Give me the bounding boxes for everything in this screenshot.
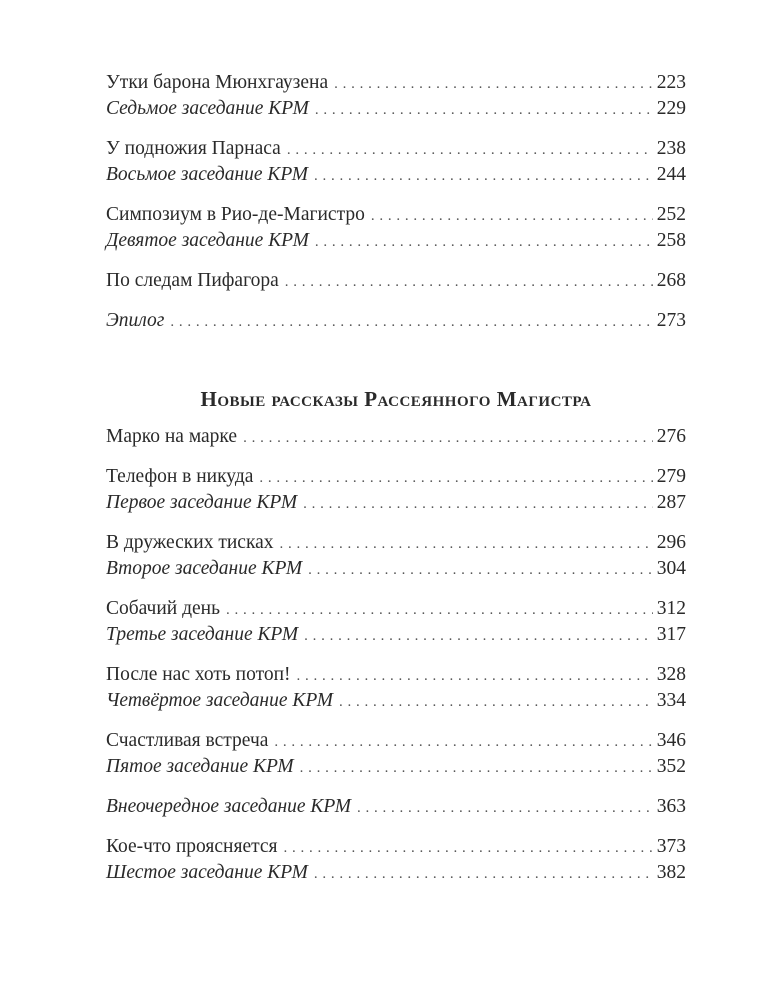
toc-entry xyxy=(106,490,686,516)
toc-group xyxy=(106,530,686,582)
toc-entry xyxy=(106,754,686,780)
toc-entry-page-number: 229 xyxy=(656,98,686,119)
toc-part-1 xyxy=(106,70,686,334)
toc-entry-title: Телефон в никуда xyxy=(106,466,254,487)
dot-leader xyxy=(284,835,653,861)
toc-entry-page-number: 328 xyxy=(656,664,686,685)
toc-entry-title: Эпилог xyxy=(106,310,165,331)
toc-entry-page-number: 238 xyxy=(656,138,686,159)
toc-group xyxy=(106,662,686,714)
dot-leader xyxy=(315,97,653,123)
section-heading: Новые рассказы Рассеянного Магистра xyxy=(200,387,592,411)
toc-entry-page-number: 317 xyxy=(656,624,686,645)
toc-entry-page-number: 258 xyxy=(656,230,686,251)
dot-leader xyxy=(226,597,653,623)
dot-leader xyxy=(314,163,653,189)
dot-leader xyxy=(274,729,652,755)
toc-entry-page-number: 287 xyxy=(656,492,686,513)
toc-entry-title: Восьмое заседание КРМ xyxy=(106,164,309,185)
toc-entry-page-number: 363 xyxy=(656,796,686,817)
toc-entry xyxy=(106,70,686,96)
toc-entry-page-number: 252 xyxy=(656,204,686,225)
toc-entry xyxy=(106,228,686,254)
toc-entry-page-number: 268 xyxy=(656,270,686,291)
toc-part-2 xyxy=(106,424,686,886)
dot-leader xyxy=(243,425,653,451)
toc-entry-page-number: 296 xyxy=(656,532,686,553)
toc-entry xyxy=(106,464,686,490)
toc-group xyxy=(106,464,686,516)
dot-leader xyxy=(315,229,653,255)
toc-entry xyxy=(106,308,686,334)
toc-entry-page-number: 244 xyxy=(656,164,686,185)
toc-group xyxy=(106,424,686,450)
toc-entry xyxy=(106,556,686,582)
toc-entry-title: Седьмое заседание КРМ xyxy=(106,98,309,119)
toc-entry-title: У подножия Парнаса xyxy=(106,138,281,159)
dot-leader xyxy=(304,623,653,649)
toc-entry xyxy=(106,96,686,122)
toc-entry-title: Марко на марке xyxy=(106,426,238,447)
toc-group xyxy=(106,136,686,188)
toc-entry-page-number: 312 xyxy=(656,598,686,619)
toc-entry-title: В дружеских тисках xyxy=(106,532,274,553)
toc-entry xyxy=(106,728,686,754)
toc-entry xyxy=(106,162,686,188)
dot-leader xyxy=(280,531,653,557)
toc-entry-page-number: 382 xyxy=(656,862,686,883)
dot-leader xyxy=(170,309,652,335)
dot-leader xyxy=(287,137,653,163)
toc-entry-page-number: 346 xyxy=(656,730,686,751)
toc-entry-title: Шестое заседание КРМ xyxy=(106,862,308,883)
toc-entry-title: Собачий день xyxy=(106,598,221,619)
toc-group xyxy=(106,202,686,254)
table-of-contents xyxy=(106,70,686,900)
toc-entry-title: Симпозиум в Рио-де-Магистро xyxy=(106,204,365,225)
toc-entry xyxy=(106,794,686,820)
toc-entry-page-number: 276 xyxy=(656,426,686,447)
toc-entry-title: Девятое заседание КРМ xyxy=(106,230,309,251)
toc-group xyxy=(106,308,686,334)
dot-leader xyxy=(334,71,653,97)
dot-leader xyxy=(308,557,653,583)
toc-group xyxy=(106,834,686,886)
dot-leader xyxy=(371,203,653,229)
toc-entry-page-number: 304 xyxy=(656,558,686,579)
dot-leader xyxy=(285,269,653,295)
dot-leader xyxy=(259,465,652,491)
toc-entry xyxy=(106,596,686,622)
toc-group xyxy=(106,596,686,648)
dot-leader xyxy=(314,861,653,887)
toc-entry-title: Второе заседание КРМ xyxy=(106,558,303,579)
toc-entry xyxy=(106,530,686,556)
toc-group xyxy=(106,794,686,820)
toc-entry-page-number: 279 xyxy=(656,466,686,487)
toc-entry-page-number: 373 xyxy=(656,836,686,857)
toc-entry xyxy=(106,860,686,886)
dot-leader xyxy=(297,663,653,689)
toc-entry-title: Кое-что проясняется xyxy=(106,836,278,857)
toc-entry-title: После нас хоть потоп! xyxy=(106,664,291,685)
dot-leader xyxy=(339,689,653,715)
toc-group xyxy=(106,728,686,780)
toc-entry xyxy=(106,662,686,688)
dot-leader xyxy=(300,755,653,781)
dot-leader xyxy=(303,491,653,517)
toc-entry-title: Пятое заседание КРМ xyxy=(106,756,294,777)
toc-entry-page-number: 352 xyxy=(656,756,686,777)
toc-entry-title: Внеочередное заседание КРМ xyxy=(106,796,352,817)
toc-entry xyxy=(106,268,686,294)
toc-entry xyxy=(106,202,686,228)
toc-entry-title: Утки барона Мюнхгаузена xyxy=(106,72,329,93)
dot-leader xyxy=(357,795,653,821)
toc-entry-title: По следам Пифагора xyxy=(106,270,279,291)
toc-entry xyxy=(106,136,686,162)
toc-group xyxy=(106,70,686,122)
toc-entry xyxy=(106,622,686,648)
toc-entry-title: Первое заседание КРМ xyxy=(106,492,298,513)
toc-entry xyxy=(106,688,686,714)
toc-entry xyxy=(106,424,686,450)
toc-entry-title: Третье заседание КРМ xyxy=(106,624,299,645)
toc-entry-page-number: 273 xyxy=(656,310,686,331)
toc-entry xyxy=(106,834,686,860)
toc-entry-title: Счастливая встреча xyxy=(106,730,269,751)
toc-group xyxy=(106,268,686,294)
toc-entry-page-number: 223 xyxy=(656,72,686,93)
toc-entry-page-number: 334 xyxy=(656,690,686,711)
toc-entry-title: Четвёртое заседание КРМ xyxy=(106,690,334,711)
